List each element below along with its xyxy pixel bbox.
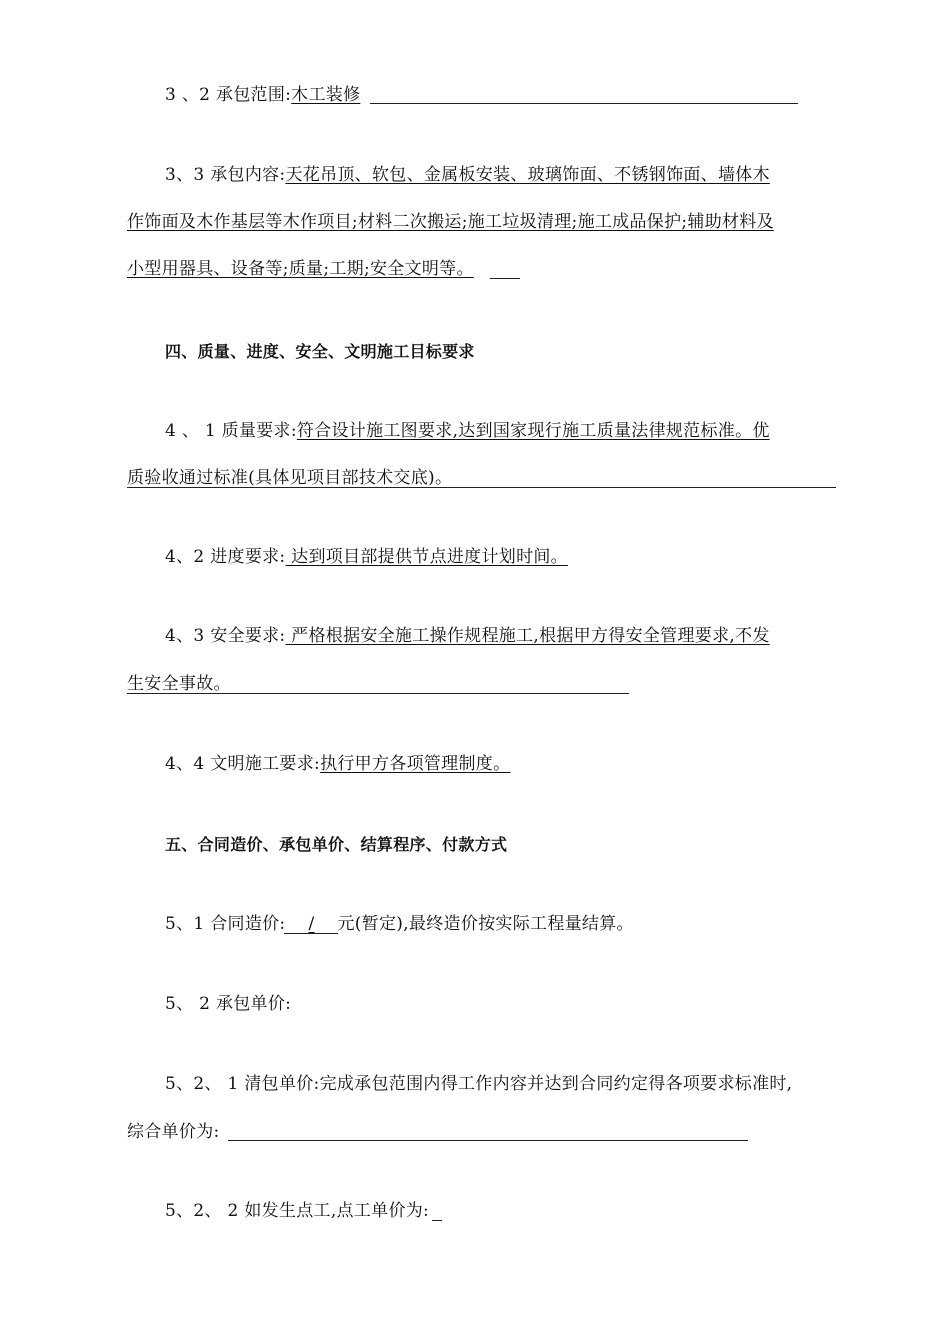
clause-4-1-line2: 质验收通过标准(具体见项目部技术交底)。 [127, 468, 453, 488]
fill-line [370, 103, 798, 104]
clause-5-1-label: 5、1 合同造价: [165, 914, 286, 934]
fill-line [127, 693, 629, 694]
fill-line [490, 278, 520, 279]
clause-4-4-value: 执行甲方各项管理制度。 [320, 754, 511, 774]
fill-line [127, 487, 836, 488]
clause-3-3-text1: 天花吊顶、软包、金属板安装、玻璃饰面、不锈钢饰面、墙体木 [285, 165, 770, 185]
clause-4-3-line1 [165, 625, 770, 647]
clause-4-1-text1: 符合设计施工图要求,达到国家现行施工质量法律规范标准。优 [296, 421, 770, 441]
clause-4-4-label: 4、4 文明施工要求: [165, 754, 321, 774]
clause-3-3-label: 3、3 承包内容: [165, 165, 286, 185]
clause-5-1 [165, 913, 634, 935]
clause-4-4 [165, 753, 510, 775]
clause-3-2 [165, 84, 360, 106]
clause-3-3-line2: 作饰面及木作基层等木作项目;材料二次搬运;施工垃圾清理;施工成品保护;辅助材料及 [127, 212, 774, 232]
clause-5-2-1-line2: 综合单价为: [127, 1122, 220, 1142]
section-heading-4: 四、质量、进度、安全、文明施工目标要求 [165, 342, 475, 361]
clause-5-2-1-line1: 5、2、 1 清包单价:完成承包范围内得工作内容并达到合同约定得各项要求标准时, [165, 1074, 793, 1094]
clause-3-3-line1 [165, 164, 770, 186]
fill-line [284, 933, 338, 934]
clause-4-3-text1: 严格根据安全施工操作规程施工,根据甲方得安全管理要求,不发 [285, 626, 770, 646]
clause-3-2-label: 3 、2 承包范围: [165, 85, 292, 105]
clause-3-3-line3: 小型用器具、设备等;质量;工期;安全文明等。 [127, 259, 474, 279]
clause-4-1-label: 4 、 1 质量要求: [165, 421, 297, 441]
clause-4-2 [165, 546, 568, 568]
fill-line [432, 1220, 442, 1221]
clause-5-2: 5、 2 承包单价: [165, 994, 292, 1014]
clause-4-2-value: 达到项目部提供节点进度计划时间。 [285, 547, 568, 567]
clause-5-1-value: / [308, 914, 315, 934]
section-heading-5: 五、合同造价、承包单价、结算程序、付款方式 [165, 835, 508, 854]
clause-4-1-line1 [165, 420, 770, 442]
clause-3-2-value: 木工装修 [291, 85, 361, 105]
clause-4-3-label: 4、3 安全要求: [165, 626, 286, 646]
clause-4-3-line2: 生安全事故。 [127, 674, 231, 694]
clause-5-1-rest: 元(暂定),最终造价按实际工程量结算。 [337, 914, 634, 934]
clause-4-2-label: 4、2 进度要求: [165, 547, 286, 567]
fill-line [228, 1140, 748, 1141]
clause-5-2-2: 5、2、 2 如发生点工,点工单价为: [165, 1201, 430, 1221]
